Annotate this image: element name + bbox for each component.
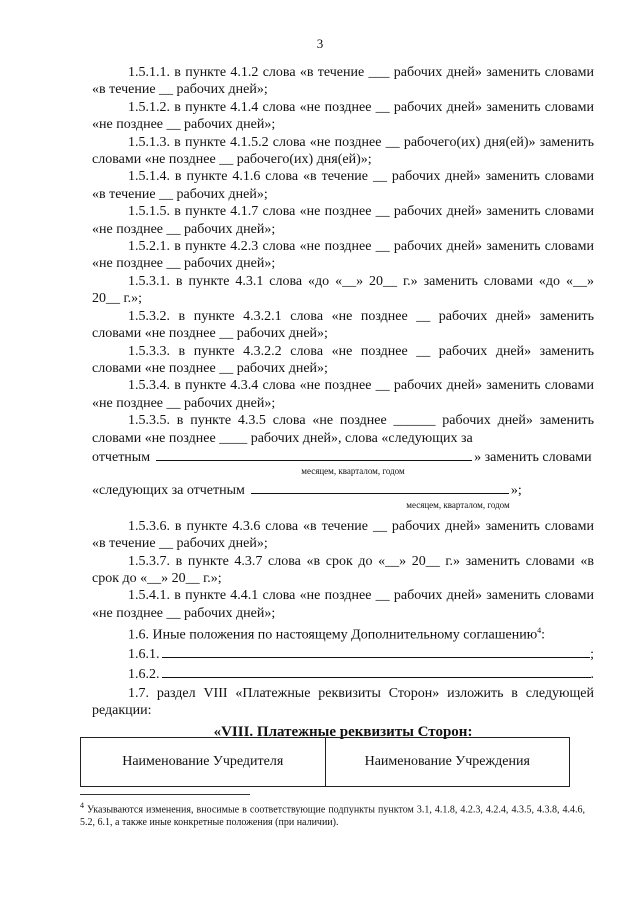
- paragraph: 1.5.3.5. в пункте 4.3.5 слова «не позднее ______ рабочих дней» заменить словами «не позднее ____ рабочих дней», слова «следующих за: [92, 413, 594, 446]
- blank-line-prefix: отчетным: [92, 449, 151, 465]
- footnote-text: Указываются изменения, вносимые в соответствующие подпункты пунктом 3.1, 4.1.8, 4.2.3, 4.2.4, 4.3.5, 4.3.8, 4.4.6, 5.2, 6.1, а также иные конкретные положения (при наличии).: [80, 804, 585, 829]
- footnote-divider: [80, 794, 250, 795]
- paragraph: 1.5.3.7. в пункте 4.3.7 слова «в срок до «__» 20__ г.» заменить словами «в срок до «__» 20__ г.»;: [92, 553, 594, 586]
- paragraph: 1.5.4.1. в пункте 4.4.1 слова «не позднее __ рабочих дней» заменить словами «не позднее __ рабочих дней»;: [92, 588, 594, 621]
- item-label: 1.6.1.: [128, 647, 160, 663]
- table-header-institution: Наименование Учреждения: [325, 738, 570, 786]
- footnote-number: 4: [80, 801, 84, 810]
- paragraph: 1.5.3.6. в пункте 4.3.6 слова «в течение __ рабочих дней» заменить словами «в течение __ рабочих дней»;: [92, 518, 594, 552]
- paragraph: 1.5.1.2. в пункте 4.1.4 слова «не позднее __ рабочих дней» заменить словами «не позднее __ рабочих дней»;: [92, 99, 594, 133]
- requisites-table: [80, 737, 570, 787]
- blank-line-suffix: » заменить словами: [474, 449, 592, 465]
- item-label: 1.6.2.: [128, 666, 160, 682]
- paragraph: 1.5.3.2. в пункте 4.3.2.1 слова «не позднее __ рабочих дней» заменить словами «не позднее __ рабочих дней»;: [92, 308, 594, 342]
- paragraph: 1.5.1.1. в пункте 4.1.2 слова «в течение ___ рабочих дней» заменить словами «в течение __ рабочих дней»;: [92, 65, 594, 98]
- paragraph: 1.5.3.3. в пункте 4.3.2.2 слова «не позднее __ рабочих дней» заменить словами «не позднее __ рабочих дней»;: [92, 343, 594, 376]
- blank-line-period-1: [92, 447, 594, 466]
- paragraph: 1.5.3.1. в пункте 4.3.1 слова «до «__» 20__ г.» заменить словами «до «__» 20__ г.»;: [92, 273, 594, 307]
- fill-line: [156, 447, 472, 461]
- item-end: .: [590, 666, 594, 682]
- fill-line: [162, 664, 591, 678]
- document-body: [92, 64, 594, 741]
- other-provisions: [92, 622, 594, 644]
- item-1-6-2: [92, 664, 594, 683]
- blank-line-period-2: [92, 480, 594, 499]
- blank-line-caption: месяцем, кварталом, годом: [406, 499, 510, 510]
- paragraph: 1.5.1.5. в пункте 4.1.7 слова «не позднее __ рабочих дней» заменить словами «не позднее __ рабочих дней»;: [92, 204, 594, 237]
- paragraph: 1.5.3.4. в пункте 4.3.4 слова «не позднее __ рабочих дней» заменить словами «не позднее __ рабочих дней»;: [92, 378, 594, 411]
- footnote-ref: 4: [537, 626, 542, 636]
- blank-line-prefix: «следующих за отчетным: [92, 483, 245, 499]
- fill-line: [162, 644, 591, 658]
- fill-line: [251, 480, 509, 494]
- table-header-founder: Наименование Учредителя: [122, 754, 284, 769]
- footnote: [80, 799, 585, 829]
- section-change: 1.7. раздел VIII «Платежные реквизиты Сторон» изложить в следующей редакции:: [92, 686, 594, 719]
- other-provisions-suffix: :: [541, 627, 546, 643]
- blank-line-suffix: »;: [510, 483, 522, 499]
- paragraph: 1.5.1.3. в пункте 4.1.5.2 слова «не позднее __ рабочего(их) дня(ей)» заменить словами «не позднее __ рабочего(их) дня(ей)»;: [92, 134, 594, 168]
- item-end: ;: [590, 647, 594, 663]
- paragraph: 1.5.2.1. в пункте 4.2.3 слова «не позднее __ рабочих дней» заменить словами «не позднее __ рабочих дней»;: [92, 239, 594, 272]
- paragraph: 1.5.1.4. в пункте 4.1.6 слова «в течение __ рабочих дней» заменить словами «в течение __ рабочих дней»;: [92, 169, 594, 202]
- page-number: 3: [316, 36, 324, 51]
- blank-line-caption: месяцем, кварталом, годом: [301, 466, 405, 477]
- other-provisions-text: 1.6. Иные положения по настоящему Дополнительному соглашению: [128, 627, 538, 643]
- item-1-6-1: [92, 644, 594, 663]
- section-title: «VIII. Платежные реквизиты Сторон:: [213, 723, 473, 740]
